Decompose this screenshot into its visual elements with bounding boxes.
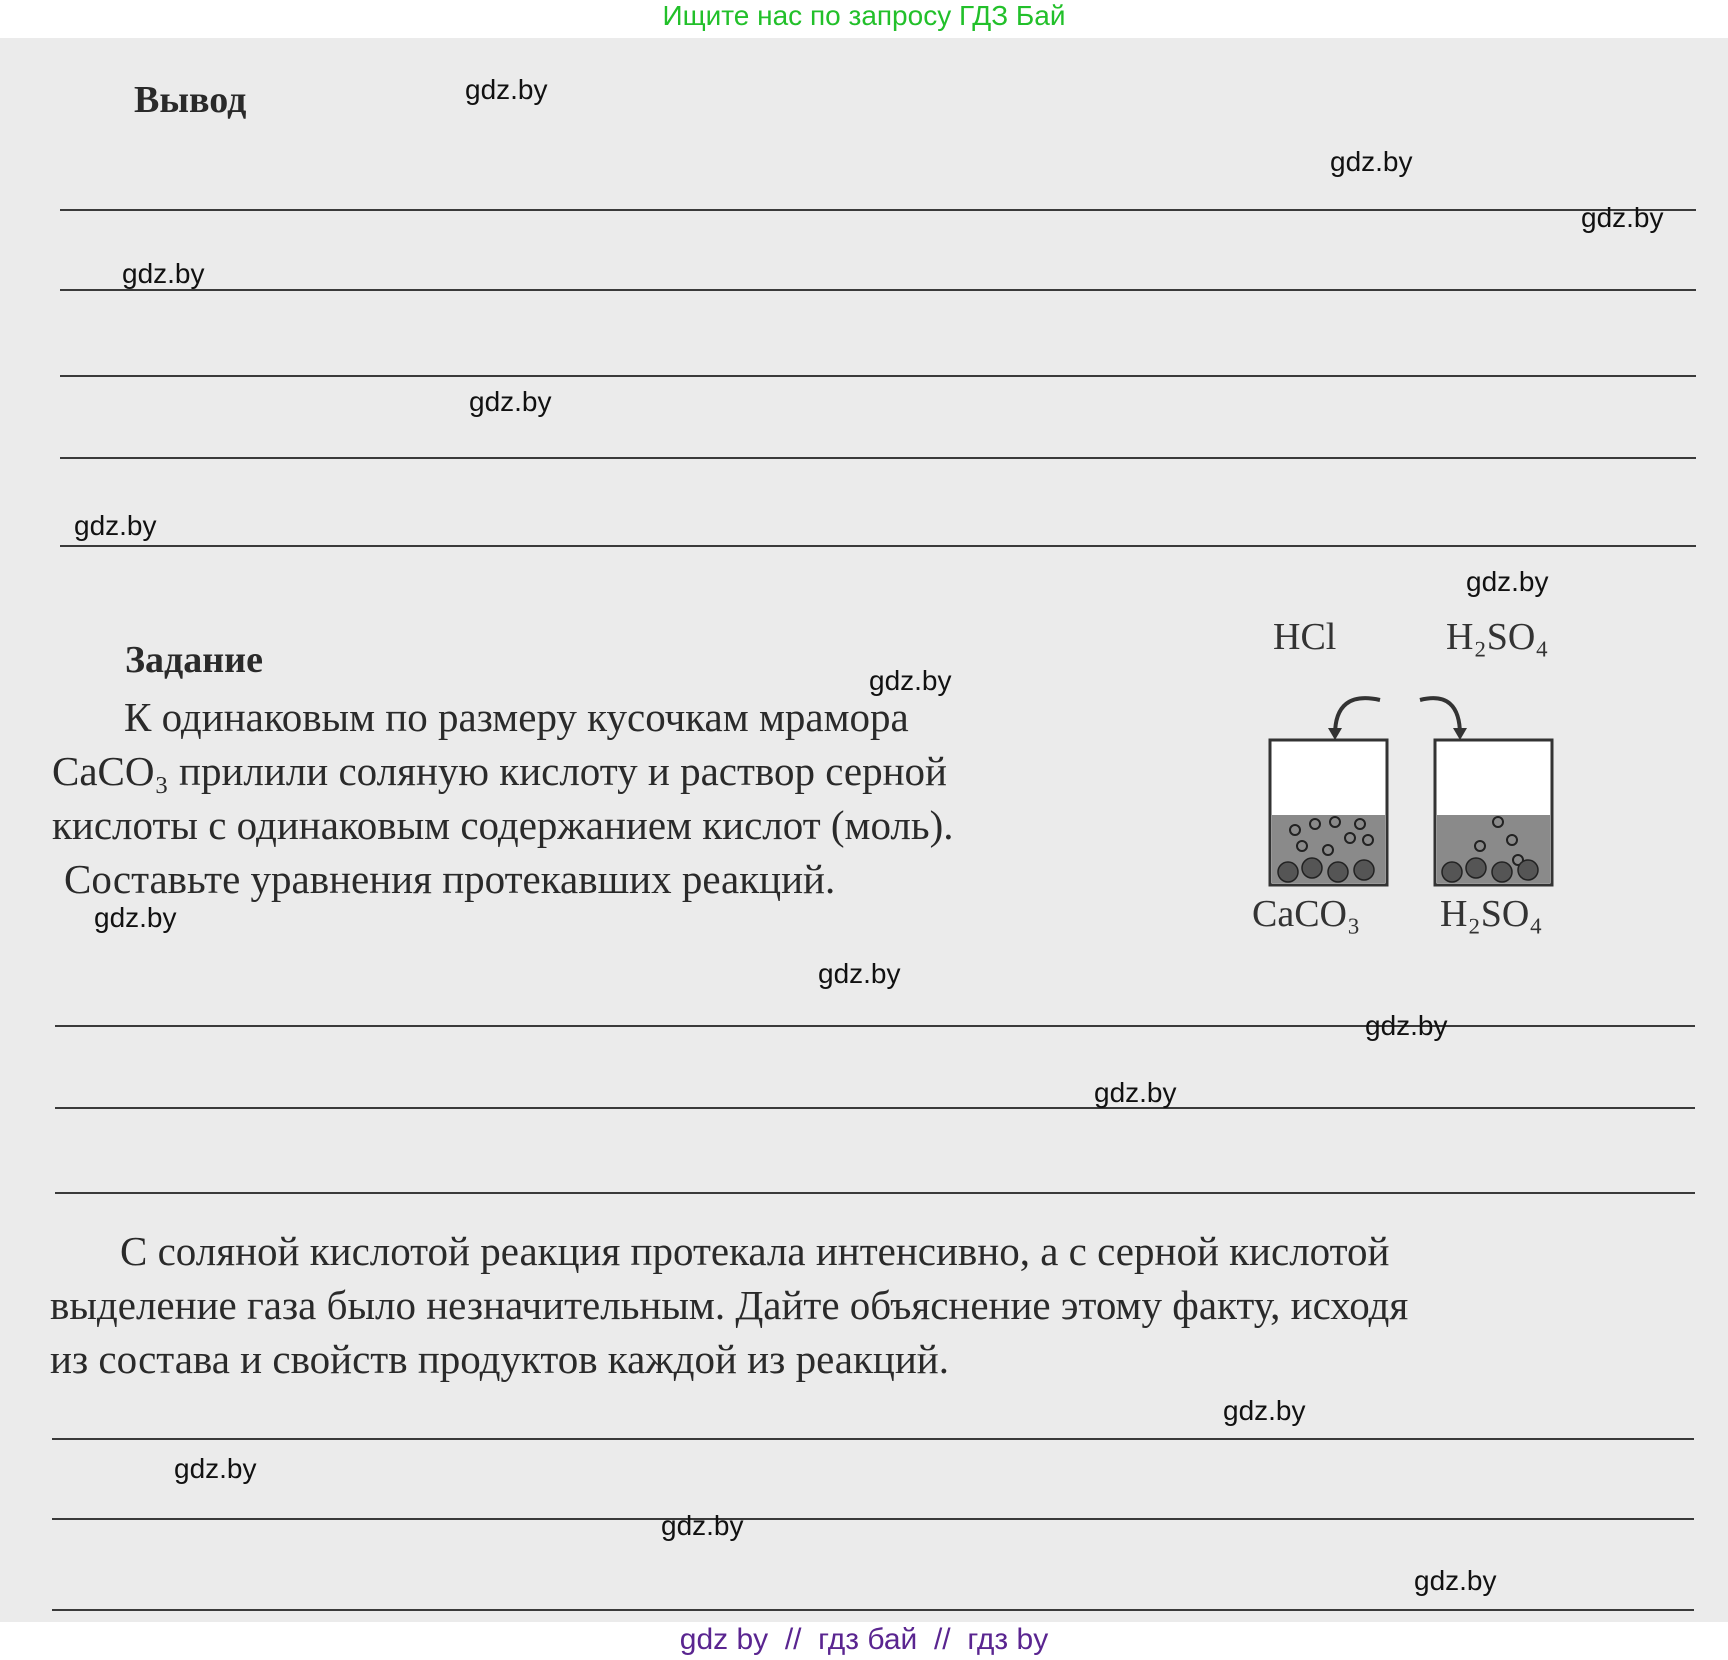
answer-line [52, 1518, 1694, 1520]
h2so4-bottom-label: H₂SO₄ [1440, 893, 1543, 935]
watermark: gdz.by [122, 258, 205, 289]
text-line: Составьте уравнения протекавших реакций. [64, 856, 836, 902]
answer-line [55, 1107, 1695, 1109]
text-line: CaCO₃ прилили соляную кислоту и раствор серной [52, 748, 947, 794]
search-banner: Ищите нас по запросу ГДЗ Бай [662, 0, 1066, 31]
answer-line [60, 289, 1696, 291]
answer-line [60, 209, 1696, 211]
watermark: gdz.by [1466, 566, 1549, 597]
watermark: gdz.by [465, 74, 548, 105]
watermark: gdz.by [174, 1453, 257, 1484]
watermark: gdz.by [1414, 1565, 1497, 1596]
text-line: кислоты с одинаковым содержанием кислот (моль). [52, 802, 954, 848]
text-line: из состава и свойств продуктов каждой из реакций. [50, 1336, 949, 1382]
task-paragraph-2 [50, 1224, 1692, 1386]
answer-line [55, 1192, 1695, 1194]
answer-line [52, 1438, 1694, 1440]
task-title: Задание [125, 639, 263, 681]
watermark: gdz.by [1581, 202, 1664, 233]
watermark: gdz.by [74, 510, 157, 541]
text-line: выделение газа было незначительным. Дайте объяснение этому факту, исходя [50, 1282, 1409, 1328]
watermark: gdz.by [661, 1510, 744, 1541]
answer-line [60, 457, 1696, 459]
answer-line [60, 545, 1696, 547]
answer-line [52, 1609, 1694, 1611]
text-line: К одинаковым по размеру кусочкам мрамора [124, 694, 909, 740]
watermark: gdz.by [869, 665, 952, 696]
answer-line [60, 375, 1696, 377]
watermark: gdz.by [1365, 1010, 1448, 1041]
beakers-illustration [1240, 610, 1560, 940]
hcl-label: HCl [1273, 616, 1337, 658]
conclusion-title: Вывод [134, 79, 247, 121]
h2so4-top-label: H₂SO₄ [1446, 616, 1549, 658]
text-line: С соляной кислотой реакция протекала интенсивно, а с серной кислотой [120, 1228, 1390, 1274]
answer-line [55, 1025, 1695, 1027]
task-paragraph-1 [52, 690, 1112, 906]
footer-links[interactable]: gdz by // гдз бай // гдз by [679, 1623, 1049, 1656]
watermark: gdz.by [1223, 1395, 1306, 1426]
watermark: gdz.by [818, 958, 901, 989]
watermark: gdz.by [1094, 1077, 1177, 1108]
caco3-label: CaCO₃ [1252, 893, 1361, 935]
watermark: gdz.by [94, 902, 177, 933]
watermark: gdz.by [469, 386, 552, 417]
watermark: gdz.by [1330, 146, 1413, 177]
